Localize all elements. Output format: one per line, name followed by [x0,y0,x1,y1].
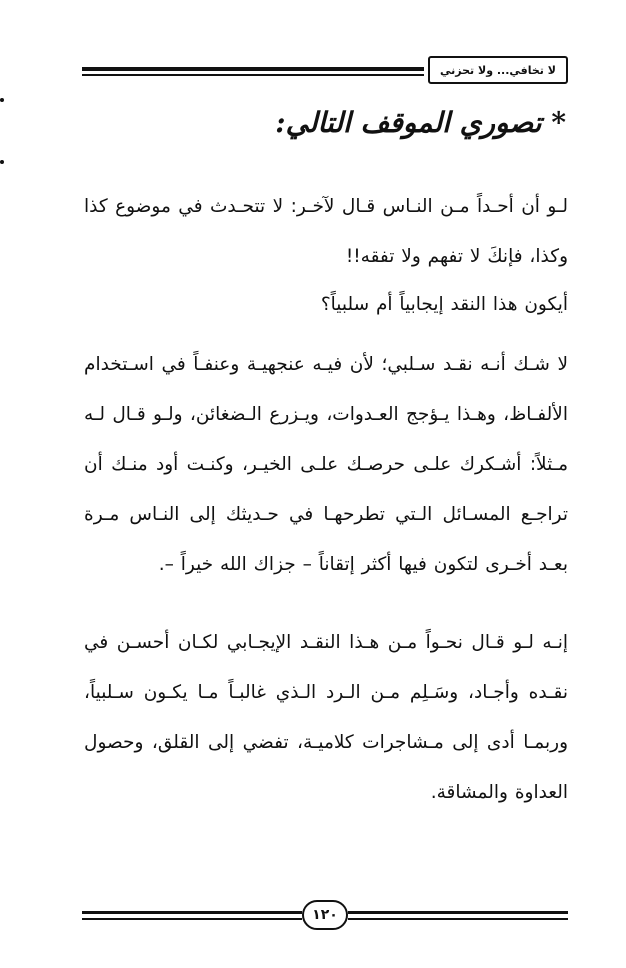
paragraph-4: إنـه لـو قـال نحـواً مـن هـذا النقـد الإيجـابي لكـان أحسـن في نقـده وأجـاد، وسَـلِم مـن الـرد الـذي غالبـاً مـا يكـون سـلبياً، وربمـا أدى إلى مـشاجرات كلاميـة، تفضي إلى القلق، وحصول العداوة والمشاقة. [84,632,568,803]
footer-rule-left-thin [82,918,302,920]
running-header [82,56,568,90]
paragraph-1: لـو أن أحـداً مـن النـاس قـال لآخـر: لا تتحـدث في موضوع كذا وكذا، فإنكَ لا تفهم ولا تفقه!! [84,196,568,267]
paragraph-2: أيكون هذا النقد إيجابياً أم سلبياً؟ [320,294,568,315]
section-heading: * تصوري الموقف التالي: [275,106,566,139]
paragraph-3: لا شـك أنـه نقـد سـلبي؛ لأن فيـه عنجهيـة وعنفـاً في اسـتخدام الألفـاظ، وهـذا يـؤجج العـدوات، ويـزرع الـضغائن، ولـو قـال لـه مـثلاً: أشـكرك علـى حرصـك علـى الخيـر، وكنـت أود منـك أن تراجـع المسـائل الـتي تطرحهـا في حـديثك إلى النـاس مـرة بعـد أخـرى لتكون فيها أكثر إتقاناً – جزاك الله خيراً –. [84,354,568,575]
margin-mark [0,98,4,102]
page-footer [82,898,568,936]
footer-rule-right-thin [348,918,568,920]
footer-rule-left [82,911,302,914]
margin-mark [0,160,4,164]
book-title: لا تخافي... ولا تحزني [428,56,568,84]
header-rule-thin [82,74,424,76]
header-rule [82,67,424,71]
page-number: ١٢٠ [302,900,348,930]
footer-rule-right [348,911,568,914]
